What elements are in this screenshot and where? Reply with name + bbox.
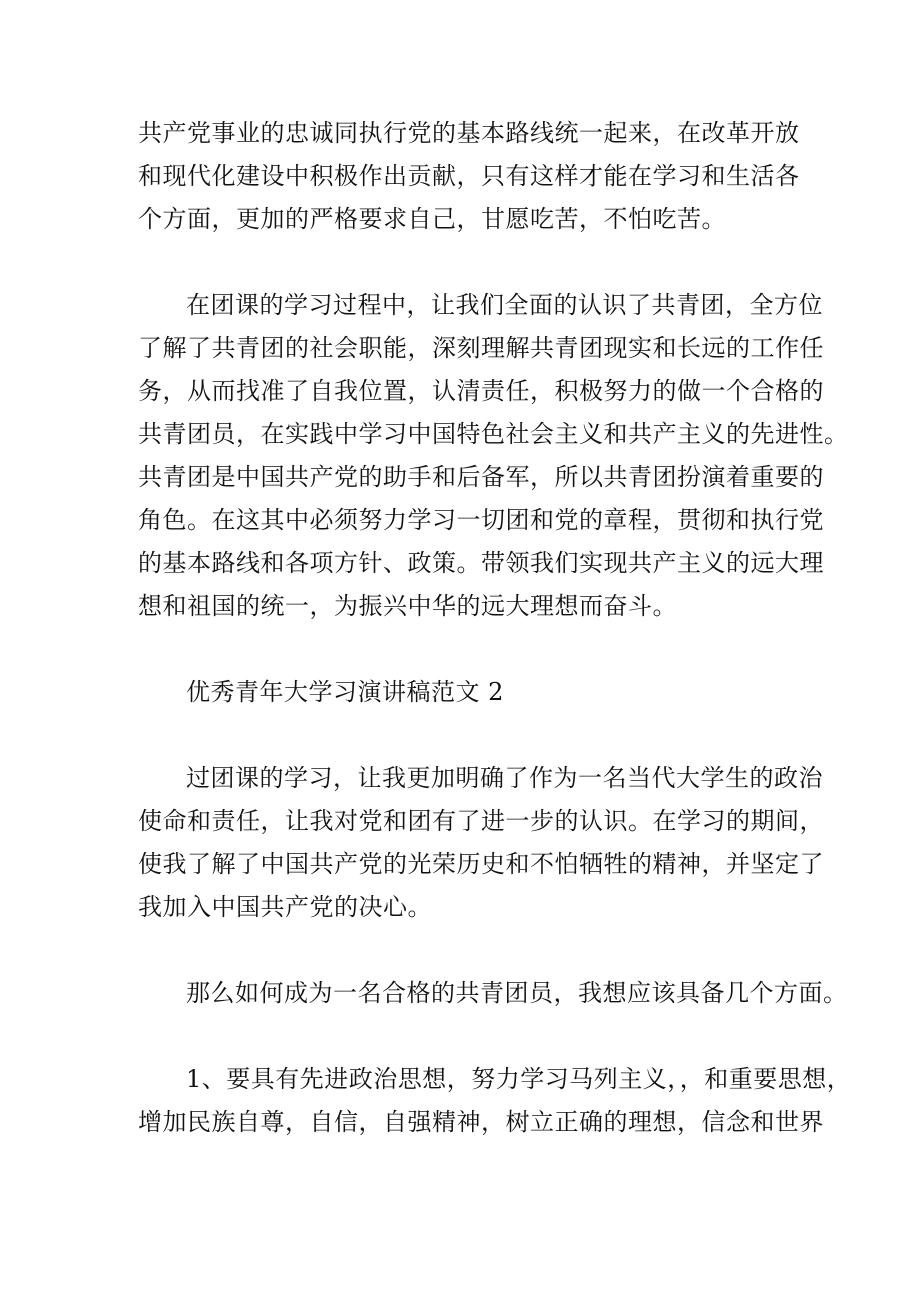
paragraph-3-line-3: 使我了解了中国共产党的光荣历史和不怕牺牲的精神，并坚定了 (138, 850, 824, 878)
paragraph-1-line-3: 个方面，更加的严格要求自己，甘愿吃苦，不怕吃苦。 (138, 205, 726, 233)
paragraph-1-line-2: 和现代化建设中积极作出贡献，只有这样才能在学习和生活各 (138, 162, 800, 190)
paragraph-5-line-1: 1、要具有先进政治思想，努力学习马列主义，，和重要思想， (186, 1065, 852, 1093)
paragraph-2-line-4: 共青团员，在实践中学习中国特色社会主义和共产主义的先进性。 (138, 420, 849, 448)
paragraph-2-line-3: 务，从而找准了自我位置，认清责任，积极努力的做一个合格的 (138, 377, 824, 405)
paragraph-3-line-1: 过团课的学习，让我更加明确了作为一名当代大学生的政治 (186, 764, 823, 792)
paragraph-2-line-2: 了解了共青团的社会职能，深刻理解共青团现实和长远的工作任 (138, 334, 824, 362)
paragraph-4-line-1: 那么如何成为一名合格的共青团员，我想应该具备几个方面。 (186, 979, 848, 1007)
paragraph-2-line-1: 在团课的学习过程中，让我们全面的认识了共青团，全方位 (186, 291, 823, 319)
paragraph-2-line-5: 共青团是中国共产党的助手和后备军，所以共青团扮演着重要的 (138, 463, 824, 491)
section-heading: 优秀青年大学习演讲稿范文 2 (186, 678, 504, 706)
paragraph-3-line-4: 我加入中国共产党的决心。 (138, 893, 432, 921)
paragraph-2-line-8: 想和祖国的统一，为振兴中华的远大理想而奋斗。 (138, 592, 677, 620)
paragraph-5-line-2: 增加民族自尊，自信，自强精神，树立正确的理想，信念和世界 (138, 1108, 824, 1136)
paragraph-1-line-1: 共产党事业的忠诚同执行党的基本路线统一起来，在改革开放 (138, 119, 800, 147)
paragraph-2-line-6: 角色。在这其中必须努力学习一切团和党的章程，贯彻和执行党 (138, 506, 824, 534)
paragraph-3-line-2: 使命和责任，让我对党和团有了进一步的认识。在学习的期间， (138, 807, 824, 835)
paragraph-2-line-7: 的基本路线和各项方针、政策。带领我们实现共产主义的远大理 (138, 549, 824, 577)
